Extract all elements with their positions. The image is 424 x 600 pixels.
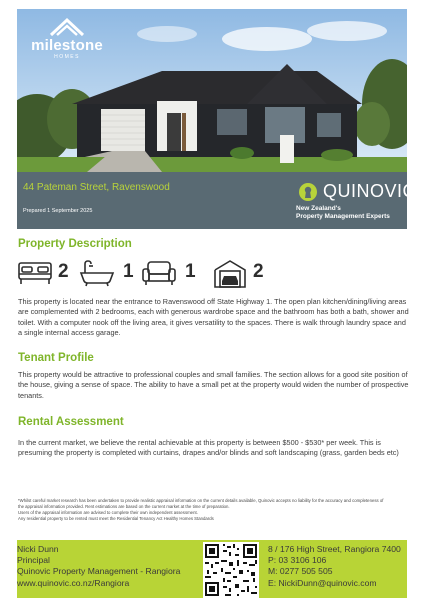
phone-number[interactable]: P: 03 3106 106	[268, 555, 327, 566]
lounges-count: 1	[185, 261, 196, 282]
agency-name: QUINOVIC	[323, 181, 417, 201]
office-address: 8 / 176 High Street, Rangiora 7400	[268, 544, 401, 554]
address-band	[17, 172, 417, 229]
house-logo-icon	[49, 17, 85, 37]
builder-name: milestone	[31, 37, 103, 54]
bath-icon	[79, 259, 115, 287]
bedrooms-feature	[17, 259, 72, 289]
builder-sub: HOMES	[54, 54, 80, 60]
mobile-number[interactable]: M: 0277 505 505	[268, 566, 333, 577]
email-link[interactable]: E: NickiDunn@quinovic.com	[268, 577, 377, 588]
garage-count: 2	[253, 261, 264, 282]
bedrooms-count: 2	[58, 261, 69, 282]
qr-code-icon	[203, 542, 259, 598]
contact-footer	[17, 540, 407, 598]
tagline-line-1: New Zealand's	[296, 205, 341, 212]
rental-assessment-heading: Rental Assessment	[18, 416, 124, 428]
garage-icon	[213, 259, 247, 289]
agency-branch: Quinovic Property Management - Rangiora	[17, 566, 181, 577]
disclaimer-paragraph-2: Users of the appraisal information are advised to complete their own independent assessment.	[18, 510, 198, 516]
tenant-profile-heading: Tenant Profile	[18, 352, 94, 364]
bathrooms-count: 1	[123, 261, 134, 282]
prepared-date: Prepared 1 September 2025	[23, 208, 93, 214]
feature-icons	[17, 259, 277, 289]
bathrooms-feature	[79, 259, 139, 289]
disclaimer	[18, 498, 388, 522]
agency-tagline	[296, 205, 390, 221]
bed-icon	[17, 259, 53, 287]
agency-website-link[interactable]: www.quinovic.co.nz/Rangiora	[17, 577, 130, 588]
agency-block	[283, 178, 417, 229]
garage-feature	[213, 259, 273, 289]
property-address: 44 Pateman Street, Ravenswood	[23, 182, 170, 193]
agent-name: Nicki Dunn	[17, 544, 59, 554]
tagline-line-2: Property Management Experts	[296, 213, 390, 220]
qr-code[interactable]	[203, 542, 259, 598]
lounges-feature	[141, 259, 201, 289]
agent-details	[17, 544, 217, 589]
property-description-text: This property is located near the entrance to Ravenswood off State Highway 1. The open plan kitchen/dining/living areas are complemented with 2 bedrooms, each with generous wardrobe space and the bathroom has both a bath, shower and toilet. With a computer nook off the living area, it gives versatility to the spaces. There is walk through laundry space and a single internal access garage.	[18, 297, 409, 338]
lounge-icon	[141, 259, 177, 287]
rental-assessment-text: In the current market, we believe the rental achievable at this property is between $500 - $530* per week. This is presuming the property is completed with curtains, drapes and/or blinds and soft landscaping (grass, garden beds etc)	[18, 438, 399, 458]
disclaimer-paragraph-1: *Whilst careful market research has been undertaken to provide realistic appraisal information on the current details available, Quinovic accepts no liability for the accuracy and completeness of the appraisal information provided. Rent estimations are based on the current market at the time of preparation.	[18, 498, 384, 510]
agency-contact	[268, 544, 408, 589]
disclaimer-paragraph-3: Any residential property to be rented must meet the Residential Tenancy Act Healthy Homes Standards	[18, 516, 214, 522]
builder-logo	[27, 17, 107, 61]
tenant-profile-text: This property would be attractive to professional couples and small families. The section allows for a good site position of the house, giving a sense of space. The ability to have a small pet at the property would widen the number of prospective tenants.	[18, 370, 409, 400]
agent-role: Principal	[17, 555, 50, 566]
property-description-heading: Property Description	[18, 238, 132, 250]
keyhole-logo-icon	[298, 182, 318, 202]
property-photo	[17, 9, 407, 172]
